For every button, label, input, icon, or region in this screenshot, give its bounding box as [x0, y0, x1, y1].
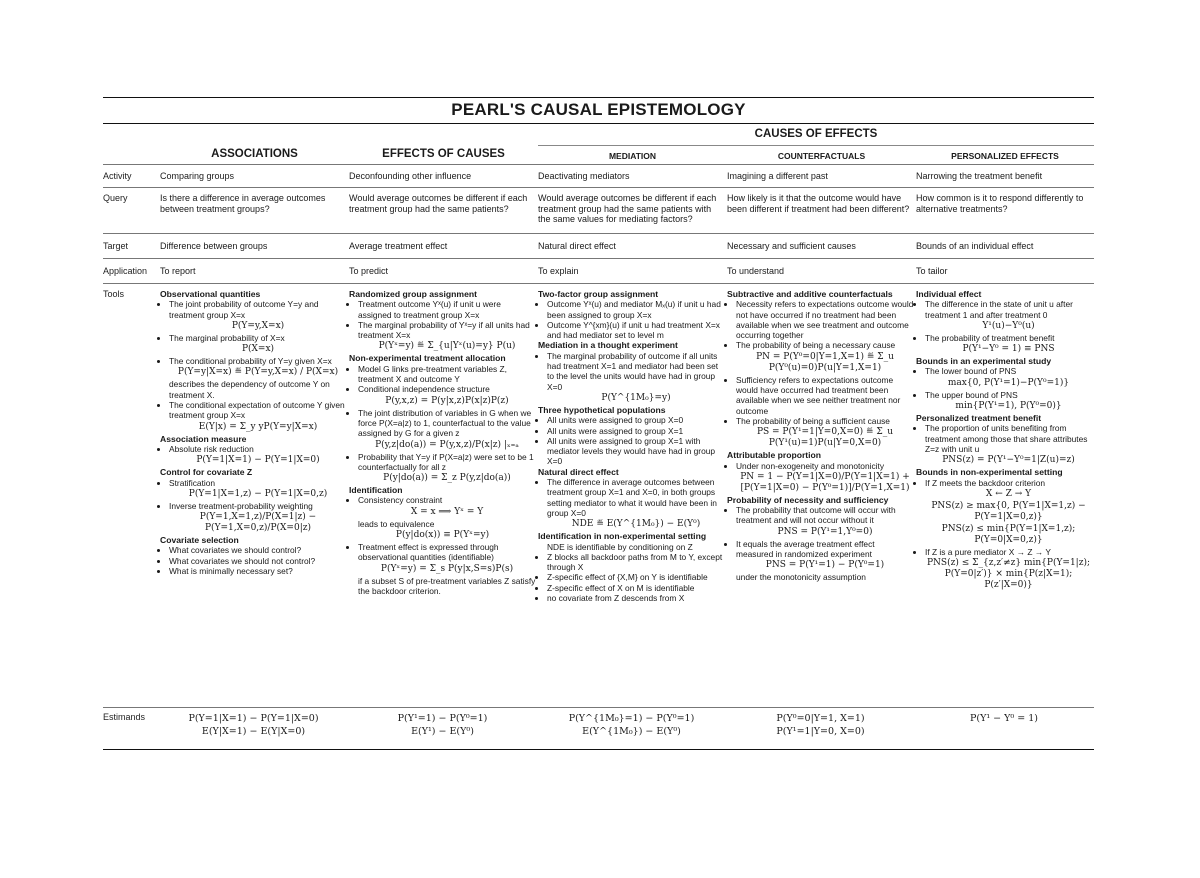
formula: P(y,x,z) = P(y|x,z)P(x|z)P(z): [385, 395, 509, 406]
estimand: E(Y¹) − E(Y⁰): [411, 726, 474, 737]
formula: P(Y=y|X=x) ≝ P(Y=y,X=x) / P(X=x): [177, 367, 339, 378]
effects-of-causes-header: EFFECTS OF CAUSES: [382, 148, 505, 160]
bullet-list: [349, 299, 536, 352]
target-row: [103, 233, 1094, 258]
row-label: Target: [103, 240, 129, 251]
section-heading: Identification: [349, 485, 403, 496]
bullet-item: • Under non-exogeneity and monotonicity: [736, 461, 914, 471]
bullet-item: • The joint probability of outcome Y=y and treatment group X=x: [169, 299, 347, 320]
formula: NDE ≝ E(Y^{1M₀}) − E(Y⁰): [571, 519, 701, 530]
bullet-item: • The difference in average outcomes between treatment group X=1 and X=0, in both groups setting mediator to what it would have been in group X=0: [547, 477, 725, 518]
estimand: E(Y|X=1) − E(Y|X=0): [201, 726, 306, 737]
target-cell: Difference between groups: [160, 240, 268, 251]
section-heading: Mediation in a thought experiment: [538, 340, 678, 351]
section-heading: Personalized treatment benefit: [916, 413, 1042, 424]
paragraph: under the monotonicity assumption: [736, 572, 866, 583]
column-headers: [103, 124, 1094, 164]
bullet-list: [916, 478, 1092, 592]
section-heading: Individual effect: [916, 289, 982, 299]
paragraph: NDE is identifiable by conditioning on Z: [547, 541, 693, 552]
query-cell: Would average outcomes be different if each treatment group had the same patients with the same values for mediating factors?: [538, 193, 717, 224]
activity-cell: Imagining a different past: [727, 170, 828, 181]
formula: max{0, P(Y¹=1)−P(Y⁰=1)}: [947, 377, 1070, 388]
application-row: [103, 258, 1094, 283]
formula: PNS(z) ≥ max{0, P(Y=1|X=1,z) − P(Y=1|X=0,z)}: [931, 500, 1086, 522]
section-heading: Two-factor group assignment: [538, 289, 659, 299]
formula: PNS(z) ≤ Σ_{z,z′≠z} min{P(Y=1|z); P(Y=0|z′)} × min{P(z|X=1); P(z′|X=0)}: [927, 558, 1090, 591]
query-cell: How likely is it that the outcome would have been different if treatment had been different?: [727, 193, 910, 214]
bullet-item: • The probability that outcome will occur with treatment and will not occur without it: [736, 505, 914, 526]
bullet-item: • Treatment outcome Yˣ(u) if unit u were assigned to treatment group X=x: [358, 299, 536, 320]
formula: P(y,z|do(a)) = P(y,x,z)/P(x|z) |ₓ₌ₐ: [375, 439, 519, 450]
estimand: P(Y=1|X=1) − P(Y=1|X=0): [188, 713, 319, 724]
bullet-item: • The marginal probability of X=x: [169, 333, 347, 343]
estimands-counterfactuals: [727, 712, 916, 749]
section-heading: Observational quantities: [160, 289, 261, 299]
bullet-list: [538, 477, 725, 530]
bullet-list: [160, 400, 347, 433]
formula: min{P(Y¹=1), P(Y⁰=0)}: [955, 401, 1062, 412]
bullet-item: • Inverse treatment-probability weighting: [169, 501, 347, 511]
bullet-item: • The probability of being a necessary cause: [736, 340, 914, 350]
bullet-list: [349, 542, 536, 575]
bullet-list: [160, 299, 347, 378]
poster: [103, 97, 1094, 750]
bullet-item: • The upper bound of PNS: [925, 390, 1092, 400]
section-heading: Control for covariate Z: [160, 467, 253, 478]
tools-personalized: [916, 289, 1094, 707]
activity-cell: Deconfounding other influence: [349, 170, 472, 181]
bullet-item: • All units were assigned to group X=1: [547, 426, 725, 436]
counterfactuals-header: COUNTERFACTUALS: [777, 151, 866, 161]
bullet-item: • The probability of treatment benefit: [925, 333, 1092, 343]
section-heading: Probability of necessity and sufficiency: [727, 494, 889, 505]
personalized-header: PERSONALIZED EFFECTS: [951, 151, 1059, 161]
formula: PS = P(Y¹=1|Y=0,X=0) ≝ Σ_u P(Y¹(u)=1)P(u|Y=0,X=0): [756, 427, 894, 449]
mediation-header: MEDIATION: [608, 151, 657, 161]
tools-counterfactuals: [727, 289, 916, 707]
bullet-item: • Z-specific effect of X on M is identifiable: [547, 583, 725, 593]
formula: P(Yˣ=y) = Σ_s P(y|x,S=s)P(s): [380, 563, 514, 574]
bullet-list: [727, 461, 914, 494]
estimand: P(Y^{1M₀}=1) − P(Y⁰=1): [568, 713, 695, 724]
estimands-associations: [160, 712, 349, 749]
bullet-item: • What covariates we should control?: [169, 545, 347, 555]
bullet-item: • The difference in the state of unit u after treatment 1 and after treatment 0: [925, 299, 1092, 320]
application-cell: To understand: [727, 265, 785, 276]
tools-row: [103, 283, 1094, 707]
estimands-mediation: [538, 712, 727, 749]
bullet-item: • Absolute risk reduction: [169, 444, 347, 454]
causes-of-effects-header: CAUSES OF EFFECTS: [754, 128, 878, 140]
activity-cell: Deactivating mediators: [538, 170, 630, 181]
page-title: PEARL'S CAUSAL EPISTEMOLOGY: [451, 100, 746, 119]
bullet-item: • Outcome Y^{xm}(u) if unit u had treatment X=x and had mediator set to level m: [547, 320, 725, 341]
formula: P(X=x): [241, 344, 275, 355]
estimands-effects: [349, 712, 538, 749]
activity-cell: Comparing groups: [160, 170, 235, 181]
application-cell: To explain: [538, 265, 579, 276]
section-heading: Identification in non-experimental setting: [538, 531, 707, 542]
bullet-item: • All units were assigned to group X=0: [547, 415, 725, 425]
paragraph: leads to equivalence: [358, 518, 435, 529]
bullet-item: • The conditional probability of Y=y given X=x: [169, 356, 347, 366]
target-cell: Bounds of an individual effect: [916, 240, 1034, 251]
section-heading: Natural direct effect: [538, 466, 619, 477]
estimands-personalized: [916, 712, 1094, 749]
bullet-item: • Necessity refers to expectations outcome would not have occurred if no treatment had been available when we see treatment and outcome occurring together: [736, 299, 914, 340]
formula: P(Y=1,X=1,z)/P(X=1|z) − P(Y=1,X=0,z)/P(X=0|z): [199, 512, 317, 534]
bullet-item: • Z blocks all backdoor paths from M to Y, except through X: [547, 552, 725, 573]
formula: PN = 1 − P(Y=1|X=0)/P(Y=1|X=1) + [P(Y=1|X=0) − P(Y⁰=1)]/P(Y=1,X=1): [740, 471, 910, 493]
tools-mediation: [538, 289, 727, 707]
bullet-item: • Sufficiency refers to expectations outcome would have occurred had treatment been available when we see neither treatment nor outcome: [736, 375, 914, 416]
formula: Y¹(u)−Y⁰(u): [982, 320, 1035, 331]
estimand: P(Y¹=1|Y=0, X=0): [776, 726, 865, 737]
bullet-list: [538, 552, 725, 603]
bullet-item: • The proportion of units benefiting from treatment among those that share attributes Z=z with unit u: [925, 423, 1092, 454]
bullet-item: • If Z is a pure mediator X → Z → Y: [925, 547, 1092, 557]
section-heading: Association measure: [160, 433, 247, 444]
bullet-item: • It equals the average treatment effect measured in randomized experiment: [736, 539, 914, 560]
bullet-item: • What covariates we should not control?: [169, 556, 347, 566]
bullet-item: • If Z meets the backdoor criterion: [925, 478, 1092, 488]
bullet-item: • no covariate from Z descends from X: [547, 593, 725, 603]
estimand: P(Y⁰=0|Y=1, X=1): [776, 713, 865, 724]
application-cell: To tailor: [916, 265, 948, 276]
formula: P(y|do(x)) ≡ P(Yˣ=y): [395, 530, 490, 541]
section-heading: Non-experimental treatment allocation: [349, 353, 506, 364]
estimand: E(Y^{1M₀}) − E(Y⁰): [582, 726, 681, 737]
bullet-item: • The lower bound of PNS: [925, 366, 1092, 376]
bullet-item: • Outcome Yˣ(u) and mediator Mₓ(u) if unit u had been assigned to group X=x: [547, 299, 725, 320]
bullet-list: [727, 299, 914, 449]
bottom-rule: [103, 749, 1094, 750]
bullet-list: [160, 545, 347, 576]
bullet-item: • Model G links pre-treatment variables Z, treatment X and outcome Y: [358, 364, 536, 385]
bullet-list: [349, 495, 536, 517]
section-heading: Bounds in non-experimental setting: [916, 467, 1063, 478]
query-row: [103, 187, 1094, 233]
bullet-list: [538, 415, 725, 466]
bullet-item: • The joint distribution of variables in G when we force P(X=a|z) to 1, counterfactual to the value assigned by G for a given z: [358, 408, 536, 439]
header-divider: [538, 145, 1094, 146]
target-cell: Necessary and sufficient causes: [727, 240, 856, 251]
bullet-list: [916, 423, 1092, 466]
bullet-item: • Probability that Y=y if P(X=a|z) were set to be 1 counterfactually for all z: [358, 452, 536, 473]
estimands-row: [103, 707, 1094, 749]
section-heading: Subtractive and additive counterfactuals: [727, 289, 893, 299]
formula: PNS(z) = P(Y¹−Y⁰=1|Z(u)=z): [942, 455, 1075, 466]
bullet-item: • What is minimally necessary set?: [169, 566, 347, 576]
section-heading: Covariate selection: [160, 535, 239, 546]
paragraph: if a subset S of pre-treatment variables Z satisfy the backdoor criterion.: [358, 575, 536, 596]
paragraph: describes the dependency of outcome Y on treatment X.: [169, 379, 330, 400]
associations-header: ASSOCIATIONS: [211, 148, 298, 160]
bullet-list: [160, 478, 347, 535]
query-cell: Is there a difference in average outcomes between treatment groups?: [160, 193, 326, 214]
formula: P(Y=1|X=1,z) − P(Y=1|X=0,z): [188, 488, 328, 499]
formula: P(Y^{1M₀}=y): [601, 392, 671, 403]
bullet-item: • Z-specific effect of {X,M} on Y is identifiable: [547, 572, 725, 582]
formula: P(Yˣ=y) ≝ Σ_{u|Yˣ(u)=y} P(u): [378, 341, 516, 352]
estimand: P(Y¹=1) − P(Y⁰=1): [397, 713, 488, 724]
bullet-item: • The probability of being a sufficient cause: [736, 416, 914, 426]
target-cell: Average treatment effect: [349, 240, 448, 251]
row-label: Query: [103, 193, 128, 203]
bullet-list: [349, 364, 536, 484]
estimand: P(Y¹ − Y⁰ = 1): [969, 713, 1038, 724]
formula: PNS(z) ≤ min{P(Y=1|X=1,z); P(Y=0|X=0,z)}: [941, 523, 1076, 545]
row-label: Tools: [103, 289, 125, 299]
application-cell: To report: [160, 265, 196, 276]
query-cell: How common is it to respond differently to alternative treatments?: [916, 193, 1084, 214]
bullet-list: [916, 299, 1092, 355]
section-heading: Bounds in an experimental study: [916, 356, 1052, 367]
formula: P(y|do(a)) = Σ_z P(y,z|do(a)): [383, 473, 511, 484]
bullet-list: [727, 505, 914, 571]
formula: E(Y|x) = Σ_y yP(Y=y|X=x): [198, 421, 318, 432]
bullet-list: [538, 351, 725, 404]
formula: P(Y¹−Y⁰ = 1) ≡ PNS: [962, 344, 1055, 355]
bullet-list: [160, 444, 347, 466]
formula: P(Y=1|X=1) − P(Y=1|X=0): [196, 455, 320, 466]
activity-cell: Narrowing the treatment benefit: [916, 170, 1043, 181]
formula: PNS = P(Y¹=1) − P(Y⁰=1): [765, 560, 885, 571]
formula: PNS = P(Y¹=1,Y⁰=0): [777, 526, 873, 537]
bullet-list: [538, 299, 725, 340]
bullet-item: • The marginal probability of outcome if all units had treatment X=1 and mediator had been set to the level the units would have had in group X=0: [547, 351, 725, 392]
formula: X ← Z → Y: [985, 488, 1032, 499]
bullet-list: [916, 366, 1092, 412]
tools-associations: [160, 289, 349, 707]
row-label: Activity: [103, 170, 132, 181]
formula: P(Y=y,X=x): [231, 320, 285, 331]
tools-effects-of-causes: [349, 289, 538, 707]
row-label: Application: [103, 265, 148, 276]
row-label: Estimands: [103, 712, 146, 722]
bullet-item: • Stratification: [169, 478, 347, 488]
bullet-item: • Consistency constraint: [358, 495, 536, 505]
bullet-item: • Treatment effect is expressed through observational quantities (identifiable): [358, 542, 536, 563]
section-heading: Randomized group assignment: [349, 289, 477, 299]
query-cell: Would average outcomes be different if each treatment group had the same patients?: [349, 193, 528, 214]
bullet-item: • All units were assigned to group X=1 with mediator levels they would have had in group X=0: [547, 436, 725, 467]
application-cell: To predict: [349, 265, 389, 276]
section-heading: Attributable proportion: [727, 450, 822, 461]
activity-row: [103, 164, 1094, 187]
bullet-item: • The conditional expectation of outcome Y given treatment group X=x: [169, 400, 347, 421]
bullet-item: • The marginal probability of Yˣ=y if all units had treatment X=x: [358, 320, 536, 341]
section-heading: Three hypothetical populations: [538, 404, 666, 415]
formula: PN = P(Y⁰=0|Y=1,X=1) ≝ Σ_u P(Y⁰(u)=0)P(u|Y=1,X=1): [756, 351, 894, 373]
bullet-item: • Conditional independence structure: [358, 384, 536, 394]
target-cell: Natural direct effect: [538, 240, 616, 251]
formula: X = x ⟹ Yˣ = Y: [410, 506, 484, 517]
